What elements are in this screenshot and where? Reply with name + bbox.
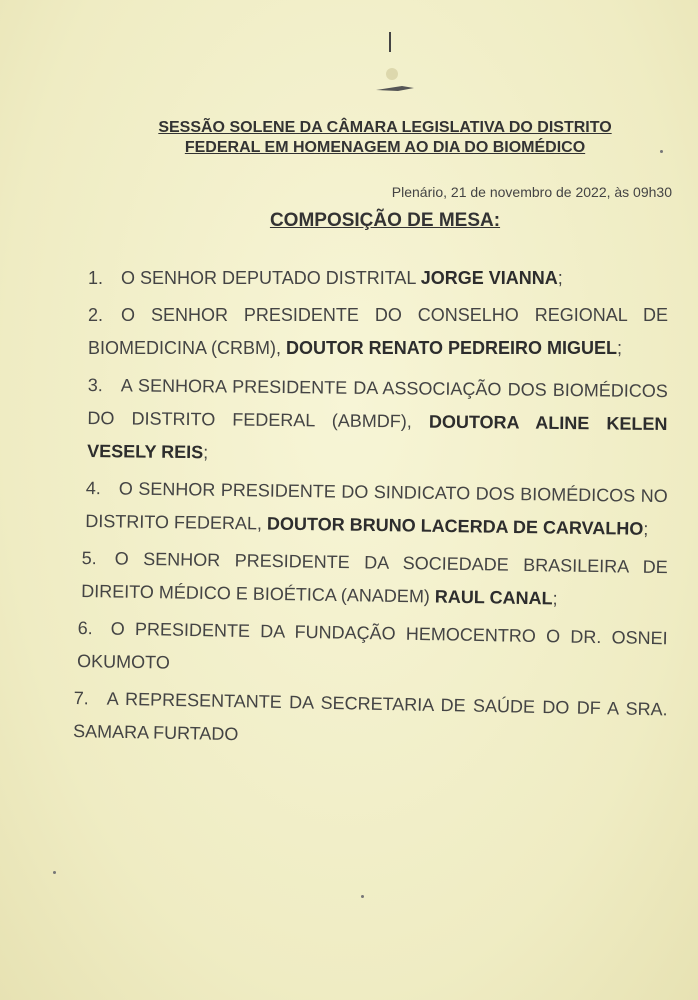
date-location-line: Plenário, 21 de novembro de 2022, às 09h30 [391,184,672,200]
coat-of-arms-emblem [368,30,418,100]
list-item [85,472,668,546]
list-item [88,262,668,295]
item-number: 2. [88,305,104,325]
list-item [77,612,668,688]
item-number: 7. [73,687,89,709]
item-number: 3. [87,374,103,396]
item-tail: ; [552,588,558,609]
paper-speck [660,150,663,153]
item-text: O PRESIDENTE DA FUNDAÇÃO HEMOCENTRO O DR. OSNEI OKUMOTO [76,618,668,673]
paper-speck [361,895,364,898]
session-title-line-1: SESSÃO SOLENE DA CÂMARA LEGISLATIVA DO DISTRITO [158,119,612,136]
list-item [87,369,668,474]
item-name: JORGE VIANNA [420,268,558,288]
item-name: DOUTORA ALINE KELEN VESELY REIS [87,411,668,463]
item-number: 6. [77,617,93,639]
item-tail: ; [643,518,649,539]
item-name: RAUL CANAL [434,586,553,609]
composition-list [72,262,668,752]
item-number: 1. [88,268,104,288]
item-tail: ; [203,442,209,463]
item-text: A REPRESENTANTE DA SECRETARIA DE SAÚDE DO DF A SRA. SAMARA FURTADO [72,688,668,745]
list-item [88,299,668,365]
item-tail: ; [617,338,623,358]
item-name: DOUTOR BRUNO LACERDA DE CARVALHO [266,513,644,539]
paper-speck [53,871,56,874]
session-title [100,118,670,158]
item-number: 5. [81,547,97,569]
list-item [73,682,668,759]
item-text: O SENHOR PRESIDENTE DO SINDICATO DOS BIOMÉDICOS NO DISTRITO FEDERAL, [85,478,668,534]
list-item [81,542,668,617]
item-text: O SENHOR PRESIDENTE DO CONSELHO REGIONAL DE BIOMEDICINA (CRBM), [88,305,668,358]
item-tail: ; [557,268,563,288]
item-number: 4. [85,477,101,499]
session-title-line-2: FEDERAL EM HOMENAGEM AO DIA DO BIOMÉDICO [184,139,586,156]
item-text: O SENHOR DEPUTADO DISTRITAL [121,268,421,288]
composition-heading: COMPOSIÇÃO DE MESA: [269,210,501,231]
item-name: DOUTOR RENATO PEDREIRO MIGUEL [286,338,618,358]
item-text: A SENHORA PRESIDENTE DA ASSOCIAÇÃO DOS BIOMÉDICOS DO DISTRITO FEDERAL (ABMDF), [87,375,668,432]
item-text: O SENHOR PRESIDENTE DA SOCIEDADE BRASILEIRA DE DIREITO MÉDICO E BIOÉTICA (ANADEM) [81,548,668,607]
